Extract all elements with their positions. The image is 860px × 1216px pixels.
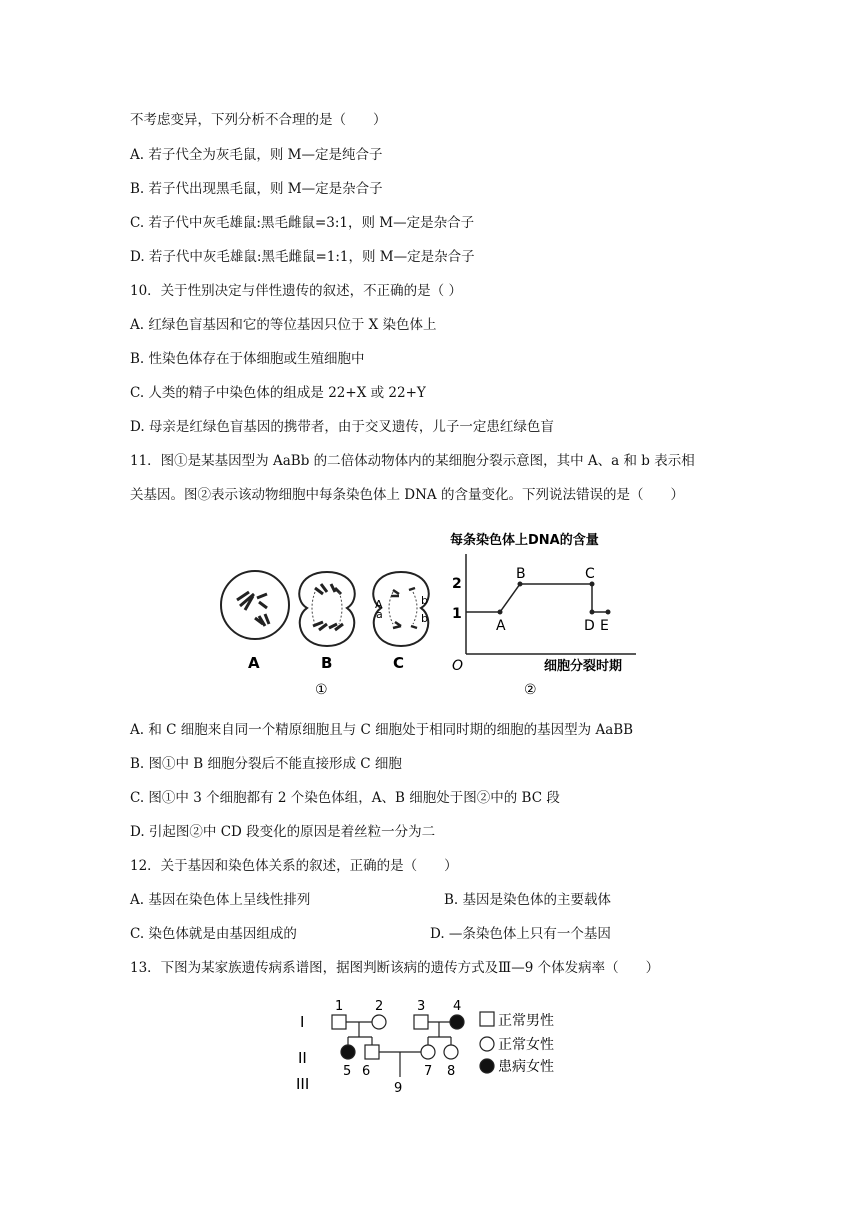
pedigree-chart bbox=[290, 995, 580, 1100]
cell-label-c: C bbox=[393, 654, 405, 672]
chart-origin: O bbox=[452, 658, 464, 674]
point-label-a: A bbox=[496, 618, 506, 634]
individual-1 bbox=[332, 1015, 346, 1029]
q11-option-a: A. 和 C 细胞来自同一个精原细胞且与 C 细胞处于相同时期的细胞的基因型为 AaBB bbox=[130, 722, 634, 738]
label-1: 1 bbox=[335, 999, 344, 1014]
cell-label-b: B bbox=[321, 654, 333, 672]
point-b bbox=[518, 582, 523, 587]
cell-label-a: A bbox=[248, 654, 260, 672]
generation-II: II bbox=[298, 1049, 307, 1067]
point-c bbox=[590, 582, 595, 587]
q12-option-c: C. 染色体就是由基因组成的 bbox=[130, 926, 297, 942]
point-e bbox=[606, 610, 611, 615]
chart-xlabel: 细胞分裂时期 bbox=[544, 659, 623, 674]
point-label-e: E bbox=[600, 618, 609, 634]
gene-label-b-lower: b bbox=[421, 612, 428, 625]
cell-b bbox=[299, 572, 354, 646]
label-6: 6 bbox=[362, 1064, 371, 1079]
q11-stem-line1: 11．图①是某基因型为 AaBb 的二倍体动物体内的某细胞分裂示意图，其中 A、a 和 b 表示相 bbox=[130, 453, 695, 469]
q12-option-d: D. —条染色体上只有一个基因 bbox=[430, 926, 611, 942]
y-tick-1: 1 bbox=[452, 606, 462, 622]
label-8: 8 bbox=[447, 1064, 456, 1079]
label-3: 3 bbox=[417, 999, 426, 1014]
q11-option-d: D. 引起图②中 CD 段变化的原因是着丝粒一分为二 bbox=[130, 824, 436, 840]
q10-option-c: C. 人类的精子中染色体的组成是 22+X 或 22+Y bbox=[130, 385, 426, 401]
q9-option-d: D. 若子代中灰毛雄鼠:黑毛雌鼠=1:1，则 M—定是杂合子 bbox=[130, 249, 475, 265]
figure-cell-division bbox=[215, 560, 445, 700]
cell-c bbox=[373, 572, 428, 646]
point-label-b: B bbox=[516, 566, 526, 582]
label-9: 9 bbox=[394, 1081, 403, 1096]
individual-4 bbox=[450, 1015, 464, 1029]
q10-option-d: D. 母亲是红绿色盲基因的携带者，由于交叉遗传，儿子一定患红绿色盲 bbox=[130, 419, 554, 435]
gene-label-A: A bbox=[375, 598, 383, 611]
generation-I: I bbox=[300, 1013, 305, 1031]
individual-8 bbox=[444, 1045, 458, 1059]
legend-normal-male: 正常男性 bbox=[498, 1013, 554, 1029]
point-a bbox=[498, 610, 503, 615]
individual-7 bbox=[421, 1045, 435, 1059]
q9-stem-tail: 不考虑变异，下列分析不合理的是（ ） bbox=[130, 112, 387, 128]
gene-label-a: a bbox=[376, 608, 383, 621]
cell-a bbox=[221, 571, 289, 639]
legend-normal-female: 正常女性 bbox=[498, 1037, 554, 1053]
y-tick-2: 2 bbox=[452, 576, 462, 592]
individual-2 bbox=[372, 1015, 386, 1029]
figure1-caption: ① bbox=[315, 682, 328, 698]
point-label-d: D bbox=[584, 618, 595, 634]
label-7: 7 bbox=[424, 1064, 433, 1079]
point-label-c: C bbox=[585, 566, 595, 582]
individual-3 bbox=[414, 1015, 428, 1029]
q12-option-b: B. 基因是染色体的主要载体 bbox=[444, 892, 612, 908]
dna-content-line bbox=[466, 584, 608, 612]
gene-label-b-upper: b bbox=[421, 594, 428, 607]
q12-option-a: A. 基因在染色体上呈线性排列 bbox=[130, 892, 311, 908]
figure2-caption: ② bbox=[524, 682, 537, 698]
q10-stem: 10．关于性别决定与伴性遗传的叙述，不正确的是（ ） bbox=[130, 283, 462, 299]
legend-male-icon bbox=[480, 1012, 494, 1026]
figure-dna-chart bbox=[440, 520, 680, 700]
generation-III: III bbox=[296, 1075, 310, 1093]
individual-5 bbox=[341, 1045, 355, 1059]
legend-affected-female: 患病女性 bbox=[498, 1059, 554, 1075]
legend-female-icon bbox=[480, 1037, 494, 1051]
q9-option-a: A. 若子代全为灰毛鼠，则 M—定是纯合子 bbox=[130, 147, 383, 163]
q12-stem: 12．关于基因和染色体关系的叙述，正确的是（ ） bbox=[130, 858, 458, 874]
q9-option-b: B. 若子代出现黑毛鼠，则 M—定是杂合子 bbox=[130, 181, 383, 197]
label-4: 4 bbox=[453, 999, 462, 1014]
legend-affected-female-icon bbox=[480, 1059, 494, 1073]
point-d bbox=[590, 610, 595, 615]
chart-ylabel: 每条染色体上DNA的含量 bbox=[450, 533, 599, 548]
q11-option-b: B. 图①中 B 细胞分裂后不能直接形成 C 细胞 bbox=[130, 756, 402, 772]
q13-stem: 13．下图为某家族遗传病系谱图，据图判断该病的遗传方式及Ⅲ—9 个体发病率（ ） bbox=[130, 960, 660, 976]
q10-option-b: B. 性染色体存在于体细胞或生殖细胞中 bbox=[130, 351, 365, 367]
label-5: 5 bbox=[343, 1064, 352, 1079]
individual-6 bbox=[365, 1045, 379, 1059]
q9-option-c: C. 若子代中灰毛雄鼠:黑毛雌鼠=3:1，则 M—定是杂合子 bbox=[130, 215, 475, 231]
q11-stem-line2: 关基因。图②表示该动物细胞中每条染色体上 DNA 的含量变化。下列说法错误的是（ ） bbox=[130, 487, 684, 503]
q10-option-a: A. 红绿色盲基因和它的等位基因只位于 X 染色体上 bbox=[130, 317, 437, 333]
q11-option-c: C. 图①中 3 个细胞都有 2 个染色体组，A、B 细胞处于图②中的 BC 段 bbox=[130, 790, 560, 806]
label-2: 2 bbox=[375, 999, 384, 1014]
